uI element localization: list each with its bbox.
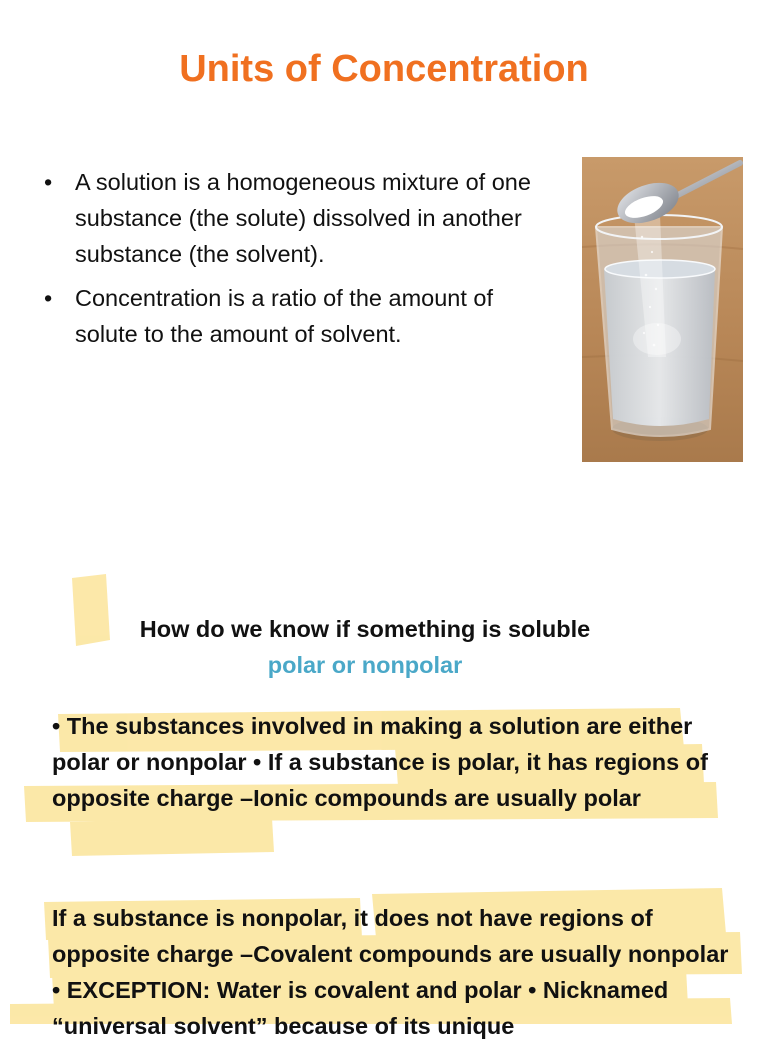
bullet-marker: • — [44, 285, 53, 311]
slide-title: Units of Concentration — [179, 48, 589, 90]
paragraph: If a substance is nonpolar, it does not have regions of opposite charge –Covalent compounds are usually nonpolar • EXCEPTION: Water is covalent and polar • Nicknamed “universal solvent” because of its unique — [52, 905, 729, 1039]
section-subheading: polar or nonpolar — [267, 652, 463, 678]
paragraph: • The substances involved in making a solution are either polar or nonpolar • If a substance is polar, it has regions of opposite charge –Ionic compounds are usually polar — [52, 713, 708, 811]
bullet-item — [44, 280, 544, 352]
bullet-text: A solution is a homogeneous mixture of one substance (the solute) dissolved in another substance (the solvent). — [75, 169, 531, 267]
bullet-text: Concentration is a ratio of the amount of solute to the amount of solvent. — [75, 285, 494, 347]
bullet-marker: • — [44, 169, 53, 195]
glass-of-water-with-spoon-photo — [582, 157, 743, 462]
highlight-mark — [70, 818, 274, 856]
bullet-item — [44, 164, 544, 272]
section-heading: How do we know if something is soluble — [139, 616, 591, 642]
bullet-list — [44, 164, 544, 360]
